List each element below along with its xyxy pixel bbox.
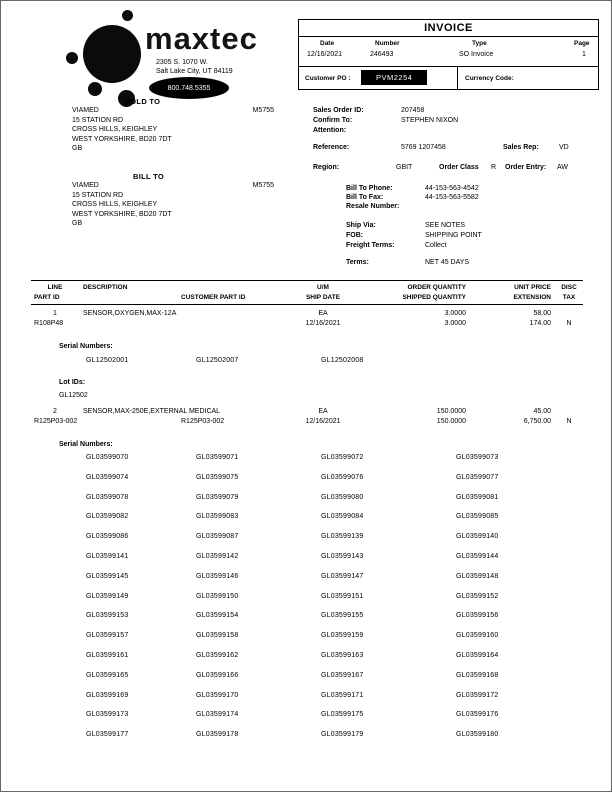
line-description: SENSOR,OXYGEN,MAX-12A	[83, 310, 177, 317]
serial-number: GL03599083	[196, 513, 239, 521]
serial-number: GL03599075	[196, 473, 239, 481]
order-class-label: Order Class	[439, 164, 479, 171]
serial-number: GL03599142	[196, 552, 239, 560]
col-header-part-id: PART ID	[34, 294, 60, 301]
serial-number: GL03599161	[86, 651, 129, 659]
line-tax: N	[566, 320, 572, 327]
col-header-ship-date: SHIP DATE	[305, 294, 341, 301]
serial-number: GL03599178	[196, 731, 239, 739]
serial-number: GL03599154	[196, 612, 239, 620]
line-part-id: R108P48	[34, 320, 64, 327]
serial-number: GL03599139	[321, 533, 364, 541]
line-item-row	[31, 408, 583, 418]
bill-to-heading: BILL TO	[133, 172, 164, 181]
line-shipped-qty: 150.0000	[436, 418, 466, 425]
bill-to-name: VIAMED	[72, 182, 99, 189]
serial-number: GL03599071	[196, 454, 239, 461]
bill-to-address	[72, 181, 274, 229]
address-line: 15 STATION RD	[72, 191, 124, 199]
line-item-row	[31, 310, 583, 320]
sold-to-heading: SOLD TO	[125, 97, 161, 106]
confirm-to-label: Confirm To:	[313, 117, 353, 124]
sales-order-id-value: 207458	[401, 107, 425, 114]
type-value: SO Invoice	[459, 51, 494, 58]
serial-number: GL03599174	[196, 711, 239, 719]
line-part-id: R125P03-002	[34, 418, 78, 425]
serial-number: GL03599076	[321, 473, 364, 481]
serial-number: GL03599155	[321, 612, 364, 620]
confirm-to-value: STEPHEN NIXON	[401, 117, 459, 124]
line-um: EA	[318, 310, 328, 317]
serial-number: GL03599173	[86, 711, 129, 719]
serial-number: GL03599172	[456, 691, 499, 699]
serial-number: GL03599150	[196, 592, 239, 600]
address-line: CROSS HILLS, KEIGHLEY	[72, 201, 158, 209]
line-ship-date: 12/16/2021	[305, 418, 341, 425]
serial-number: GL03599164	[456, 651, 499, 659]
serial-number: GL03599179	[321, 731, 364, 739]
serial-number: GL03599070	[86, 454, 129, 461]
bill-to-phone-label: Bill To Phone:	[346, 185, 393, 192]
line-shipped-qty: 3.0000	[444, 320, 466, 327]
serial-number: GL12502008	[321, 357, 364, 364]
line-number: 2	[53, 408, 57, 415]
line-item-row	[31, 320, 583, 330]
serial-number: GL03599147	[321, 572, 364, 580]
terms-label: Terms:	[346, 259, 369, 266]
lot-id-grid	[59, 392, 169, 399]
reference-value: 5769 1207458	[401, 144, 446, 151]
serial-number: GL03599166	[196, 671, 239, 679]
logo	[61, 7, 296, 109]
company-address-line2: Salt Lake City, UT 84119	[156, 68, 233, 75]
serial-number: GL03599177	[86, 731, 129, 739]
currency-code-label: Currency Code:	[465, 75, 514, 82]
col-header-um: U/M	[317, 284, 329, 291]
address-line: WEST YORKSHIRE, BD20 7DT	[72, 210, 172, 218]
number-value: 246493	[370, 51, 394, 58]
serial-number: GL12502001	[86, 357, 129, 364]
bill-to-account: M5755	[252, 182, 274, 189]
line-tax: N	[566, 418, 572, 425]
page-label: Page	[574, 40, 590, 47]
line-order-qty: 150.0000	[436, 408, 466, 415]
company-phone: 800.748.5355	[167, 84, 211, 92]
sold-to-name: VIAMED	[72, 107, 99, 114]
order-entry-label: Order Entry:	[505, 164, 547, 171]
serial-number: GL03599085	[456, 513, 499, 521]
attention-label: Attention:	[313, 127, 347, 134]
logo-large-circle-icon	[83, 25, 141, 83]
page-value: 1	[582, 51, 586, 58]
address-line: GB	[72, 145, 83, 153]
freight-terms-label: Freight Terms:	[346, 242, 395, 249]
divider	[457, 67, 458, 89]
line-description: SENSOR,MAX-250E,EXTERNAL MEDICAL	[83, 408, 221, 415]
sold-to-address	[72, 106, 274, 154]
resale-number-label: Resale Number:	[346, 203, 400, 210]
serial-number: GL03599086	[86, 533, 129, 541]
number-label: Number	[375, 40, 400, 47]
serial-number: GL03599171	[321, 691, 364, 699]
serial-number: GL03599158	[196, 632, 239, 640]
serial-numbers-label: Serial Numbers:	[59, 343, 113, 350]
invoice-title: INVOICE	[299, 20, 598, 37]
serial-number: GL03599151	[321, 592, 364, 600]
col-header-unit-price: UNIT PRICE	[514, 284, 551, 291]
serial-number: GL03599140	[456, 533, 499, 541]
serial-number: GL03599084	[321, 513, 364, 521]
fob-label: FOB:	[346, 232, 364, 239]
serial-number: GL03599169	[86, 691, 129, 699]
line-customer-part-id: R125P03-002	[181, 418, 225, 425]
invoice-fields-row	[299, 37, 598, 67]
address-line: GB	[72, 220, 83, 228]
serial-number: GL03599080	[321, 493, 364, 501]
ship-via-value: SEE NOTES	[425, 222, 466, 229]
line-extension: 6,750.00	[523, 418, 551, 425]
terms-value: NET 45 DAYS	[425, 259, 470, 266]
col-header-description: DESCRIPTION	[83, 284, 128, 291]
serial-number: GL12502007	[196, 357, 239, 364]
col-header-shipped-quantity: SHIPPED QUANTITY	[402, 294, 466, 301]
serial-number: GL03599087	[196, 533, 239, 541]
col-header-disc: DISC	[561, 284, 577, 291]
serial-number: GL03599078	[86, 493, 129, 501]
serial-number: GL03599160	[456, 632, 499, 640]
col-header-order-quantity: ORDER QUANTITY	[407, 284, 466, 291]
col-header-customer-part-id: CUSTOMER PART ID	[181, 294, 246, 301]
serial-number: GL03599082	[86, 513, 129, 521]
serial-grid-line-2	[86, 453, 568, 750]
serial-number: GL03599165	[86, 671, 129, 679]
reference-label: Reference:	[313, 144, 350, 151]
customer-po-value: PVM2254	[361, 70, 427, 85]
address-line: 15 STATION RD	[72, 116, 124, 124]
logo-dot-icon	[88, 82, 102, 96]
serial-number: GL03599074	[86, 473, 129, 481]
freight-terms-value: Collect	[425, 242, 447, 249]
company-address-line1: 2305 S. 1070 W.	[156, 59, 208, 66]
address-line: WEST YORKSHIRE, BD20 7DT	[72, 135, 172, 143]
fob-value: SHIPPING POINT	[425, 232, 482, 239]
address-line: CROSS HILLS, KEIGHLEY	[72, 126, 158, 134]
order-entry-value: AW	[557, 164, 569, 171]
col-header-line: LINE	[47, 284, 63, 291]
serial-number: GL03599073	[456, 454, 499, 461]
company-phone-badge	[149, 77, 229, 99]
line-order-qty: 3.0000	[444, 310, 466, 317]
serial-number: GL03599081	[456, 493, 499, 501]
serial-number: GL03599072	[321, 454, 364, 461]
serial-number: GL03599156	[456, 612, 499, 620]
serial-number: GL03599176	[456, 711, 499, 719]
serial-number: GL03599146	[196, 572, 239, 580]
ship-via-label: Ship Via:	[346, 222, 376, 229]
serial-number: GL03599157	[86, 632, 129, 640]
serial-numbers-label: Serial Numbers:	[59, 441, 113, 448]
region-value: GBIT	[396, 164, 413, 171]
col-header-tax: TAX	[562, 294, 576, 301]
logo-dot-icon	[66, 52, 78, 64]
customer-po-row	[299, 67, 598, 89]
lot-id: GL12502	[59, 392, 88, 399]
bill-to-phone-value: 44-153-563-4542	[425, 185, 479, 192]
serial-number: GL03599159	[321, 632, 364, 640]
bill-to-fax-label: Bill To Fax:	[346, 194, 384, 201]
date-label: Date	[320, 40, 335, 47]
line-um: EA	[318, 408, 328, 415]
bill-to-fax-value: 44-153-563-5582	[425, 194, 479, 201]
brand-name: maxtec	[145, 21, 258, 56]
line-item-row	[31, 418, 583, 428]
serial-number: GL03599141	[86, 552, 129, 560]
customer-po-label: Customer PO :	[305, 75, 351, 82]
table-header	[31, 280, 583, 305]
serial-number: GL03599152	[456, 592, 499, 600]
serial-number: GL03599168	[456, 671, 499, 679]
serial-number: GL03599145	[86, 572, 129, 580]
serial-number: GL03599153	[86, 612, 129, 620]
region-label: Region:	[313, 164, 340, 171]
date-value: 12/16/2021	[307, 51, 343, 58]
serial-number: GL03599167	[321, 671, 364, 679]
order-class-value: R	[491, 164, 497, 171]
sales-rep-value: VD	[559, 144, 569, 151]
logo-dot-icon	[122, 10, 133, 21]
invoice-header-box	[298, 19, 599, 90]
serial-number: GL03599162	[196, 651, 239, 659]
sales-rep-label: Sales Rep:	[503, 144, 539, 151]
line-unit-price: 45.00	[533, 408, 551, 415]
line-ship-date: 12/16/2021	[305, 320, 341, 327]
serial-number: GL03599148	[456, 572, 499, 580]
serial-number: GL03599077	[456, 473, 499, 481]
serial-number: GL03599180	[456, 731, 499, 739]
sales-order-id-label: Sales Order ID:	[313, 107, 364, 114]
type-label: Type	[472, 40, 487, 47]
serial-number: GL03599170	[196, 691, 239, 699]
line-number: 1	[53, 310, 57, 317]
serial-number: GL03599143	[321, 552, 364, 560]
serial-number: GL03599163	[321, 651, 364, 659]
serial-number: GL03599079	[196, 493, 239, 501]
lot-ids-label: Lot IDs:	[59, 379, 86, 386]
sold-to-account: M5755	[252, 107, 274, 114]
sold-to-lines	[72, 116, 274, 154]
line-unit-price: 58.00	[533, 310, 551, 317]
col-header-extension: EXTENSION	[513, 294, 551, 301]
serial-number: GL03599144	[456, 552, 499, 560]
serial-grid-line-1	[86, 356, 568, 365]
line-extension: 174.00	[529, 320, 551, 327]
bill-to-lines	[72, 191, 274, 229]
serial-number: GL03599175	[321, 711, 364, 719]
serial-number: GL03599149	[86, 592, 129, 600]
